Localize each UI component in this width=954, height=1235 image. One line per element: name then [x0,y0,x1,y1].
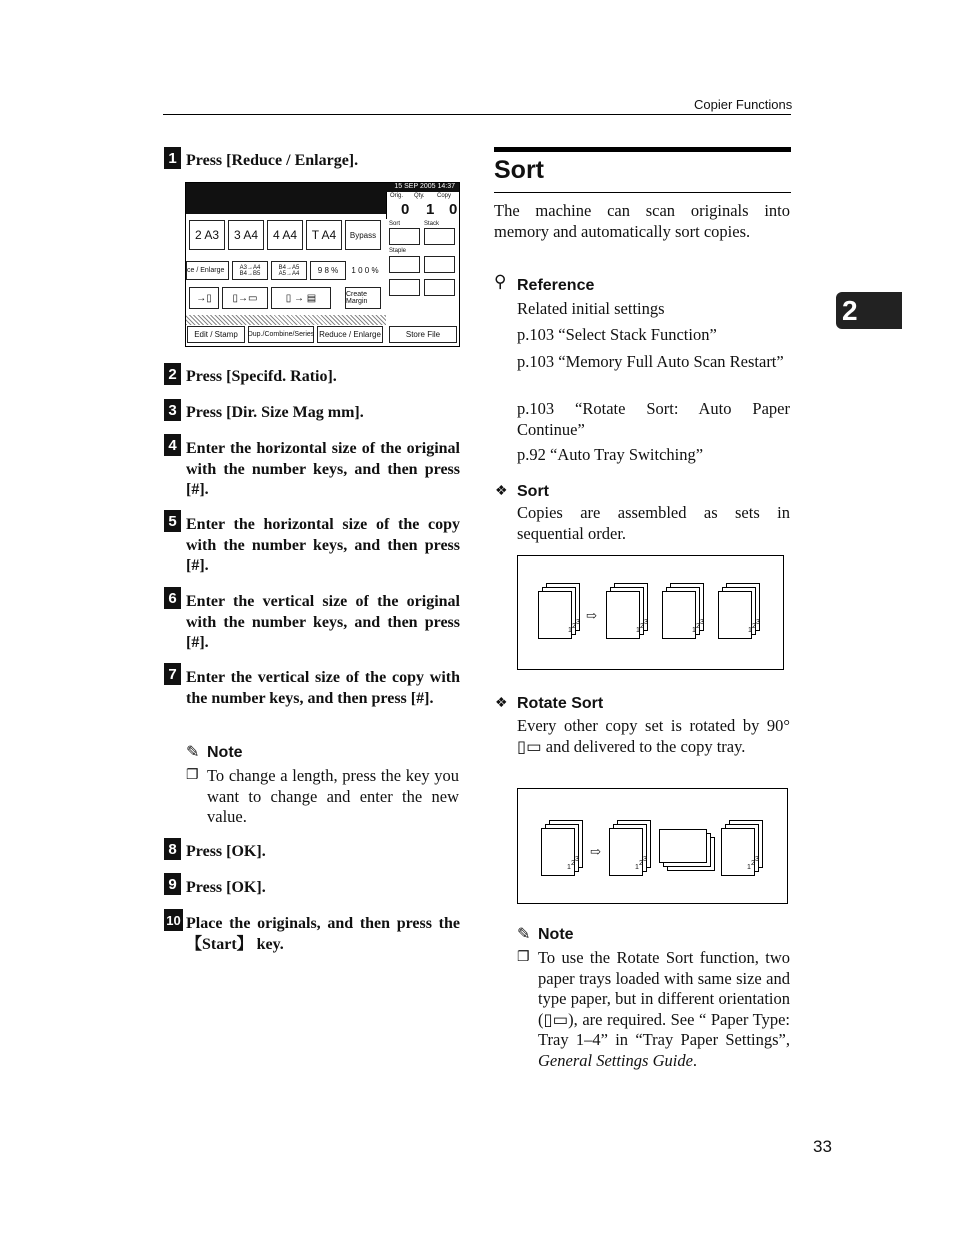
right-note-text-main: To use the Rotate Sort function, two paper trays loaded with same size and type paper, but in different orientation (▯▭), are required. See “ Paper Type: Tray 1–4” in “Tray Paper Settings”, [538,948,790,1049]
step-3-text: Press [Dir. Size Mag mm]. [186,404,364,421]
ratio-preset-1[interactable] [232,261,268,280]
sort-label: Sort [389,221,401,227]
step-number-5: 5 [164,510,181,532]
ratio-preset-1-top: A3→A4 [239,264,261,271]
staple-option-2[interactable] [424,256,455,273]
sheet [538,591,572,639]
store-file-button[interactable]: Store File [389,326,457,343]
copier-screen [185,182,460,347]
staple-option-4[interactable] [424,279,455,296]
step-number-4: 4 [164,434,181,456]
chapter-tab: 2 [836,292,902,329]
copy-value: 0 [449,201,458,218]
sheet-digit: 1 [568,627,572,634]
arrow-right-icon: ⇨ [586,608,597,623]
sheet-digit: 1 [748,627,752,634]
header-rule [163,114,791,115]
ratio-98-button[interactable]: 9 8 % [310,261,346,280]
step-10-text: Place the originals, and then press the 【Start】 key. [186,915,460,953]
diamond-bullet-icon: ❖ [495,696,508,711]
sheet-digit: 2 [640,623,644,630]
sheet-digit: 3 [755,856,759,863]
sort-intro: The machine can scan originals into memory and automatically sort copies. [494,201,790,241]
qty-value: 1 [426,201,435,218]
step-7-text: Enter the vertical size of the copy with the number keys, and then press [#]. [186,669,460,707]
section-top-rule [494,147,791,152]
right-note-text [538,948,790,1071]
checkbox-icon: ❐ [517,950,530,965]
sheet-digit: 3 [575,856,579,863]
sheet [659,829,707,863]
pencil-icon: ✎ [517,926,531,943]
step-number-7: 7 [164,663,181,685]
tray-t-button[interactable]: T A4 [306,220,342,250]
edit-key-3[interactable]: ▯ → ▤ [271,287,331,309]
step-2-text: Press [Specifd. Ratio]. [186,368,337,385]
ratio-100-button[interactable]: 1 0 0 % [346,261,384,280]
sort-button[interactable] [389,228,420,245]
staple-option-1[interactable] [389,256,420,273]
step-8-text: Press [OK]. [186,843,266,860]
section-title: Sort [494,156,544,184]
qty-label: Qty. [414,193,425,199]
section-bottom-rule [494,192,791,193]
reference-title: Reference [517,277,595,294]
sheet [606,591,640,639]
sheet-digit: 1 [636,627,640,634]
sheet-digit: 2 [572,623,576,630]
reduce-enlarge-key[interactable]: ce / Enlarge [186,261,229,280]
screen-hatch [186,315,386,325]
sort-figure [517,555,784,670]
staple-label: Staple [389,248,407,254]
step-4-text: Enter the horizontal size of the original with the number keys, and then press [#]. [186,440,460,498]
sheet-digit: 3 [756,619,760,626]
rotate-sort-description: Every other copy set is rotated by 90° ▯▭ and delivered to the copy tray. [517,716,790,756]
sheet-digit: 1 [692,627,696,634]
step-number-3: 3 [164,399,181,421]
rotate-sort-subtitle: Rotate Sort [517,695,604,712]
sheet-digit: 3 [700,619,704,626]
staple-option-3[interactable] [389,279,420,296]
ratio-preset-2-top: B4→A5 [278,264,300,271]
tab-edit-stamp[interactable]: Edit / Stamp [187,326,245,343]
step-number-2: 2 [164,363,181,385]
sort-description: Copies are assembled as sets in sequential order. [517,503,790,543]
reference-item-1: Related initial settings [517,299,665,318]
reference-item-3: p.103 “Memory Full Auto Scan Restart” [517,352,784,371]
sheet [662,591,696,639]
magnifier-icon: ⚲ [494,272,507,291]
diamond-bullet-icon: ❖ [495,484,508,499]
step-number-9: 9 [164,873,181,895]
running-header: Copier Functions [694,97,793,112]
step-5-text: Enter the horizontal size of the copy with the number keys, and then press [#]. [186,516,460,574]
checkbox-icon: ❐ [186,768,199,783]
tab-reduce-enlarge[interactable]: Reduce / Enlarge [317,326,383,343]
sort-subtitle: Sort [517,483,549,500]
sheet-digit: 2 [751,860,755,867]
screen-message-area [186,192,386,214]
page-number: 33 [813,1137,832,1156]
stack-button[interactable] [424,228,455,245]
step-1-text: Press [Reduce / Enlarge]. [186,152,359,169]
left-note-title: Note [207,744,243,761]
sheet-digit: 1 [567,864,571,871]
tray-4-button[interactable]: 4 A4 [267,220,303,250]
tray-3-button[interactable]: 3 A4 [228,220,264,250]
step-number-10: 10 [164,909,183,931]
pencil-icon: ✎ [186,744,200,761]
orig-label: Orig. [390,193,404,199]
right-note-title: Note [538,926,574,943]
tab-dup-combine-series[interactable]: Dup./Combine/Series [248,326,314,343]
edit-key-1[interactable]: →▯ [189,287,219,309]
sheet-digit: 2 [752,623,756,630]
tray-2-button[interactable]: 2 A3 [189,220,225,250]
step-number-8: 8 [164,838,181,860]
step-number-1: 1 [164,147,181,169]
reference-item-2: p.103 “Select Stack Function” [517,325,717,344]
edit-key-2[interactable]: ▯→▭ [222,287,268,309]
create-margin-button[interactable]: Create Margin [345,287,381,309]
ratio-preset-1-bottom: B4→B5 [239,270,261,277]
sheet-digit: 1 [747,864,751,871]
bypass-button[interactable]: Bypass [345,220,381,250]
sheet-digit: 1 [635,864,639,871]
general-settings-guide-title: General Settings Guide [538,1050,693,1070]
orig-value: 0 [401,201,410,218]
sheet-digit: 3 [576,619,580,626]
screen-date: 15 SEP 2005 14:37 [394,183,455,190]
sheet-digit: 2 [571,860,575,867]
reference-item-5: p.92 “Auto Tray Switching” [517,445,704,464]
sheet-digit: 2 [639,860,643,867]
reference-item-4: p.103 “Rotate Sort: Auto Paper Continue” [517,399,790,439]
right-note-text-end: . [692,1050,698,1070]
step-6-text: Enter the vertical size of the original with the number keys, and then press [#]. [186,593,460,651]
sheet-digit: 3 [643,856,647,863]
left-note-text: To change a length, press the key you want to change and enter the new value. [207,766,459,826]
sheet [718,591,752,639]
copy-label: Copy [437,193,452,199]
rotate-sort-figure [517,788,788,904]
sheet-digit: 2 [696,623,700,630]
step-9-text: Press [OK]. [186,879,266,896]
arrow-right-icon: ⇨ [590,844,601,859]
ratio-preset-2-bottom: A5→A4 [278,270,300,277]
sheet-digit: 3 [644,619,648,626]
step-number-6: 6 [164,587,181,609]
stack-label: Stack [424,221,440,227]
counter-panel [386,192,460,219]
ratio-preset-2[interactable] [271,261,307,280]
